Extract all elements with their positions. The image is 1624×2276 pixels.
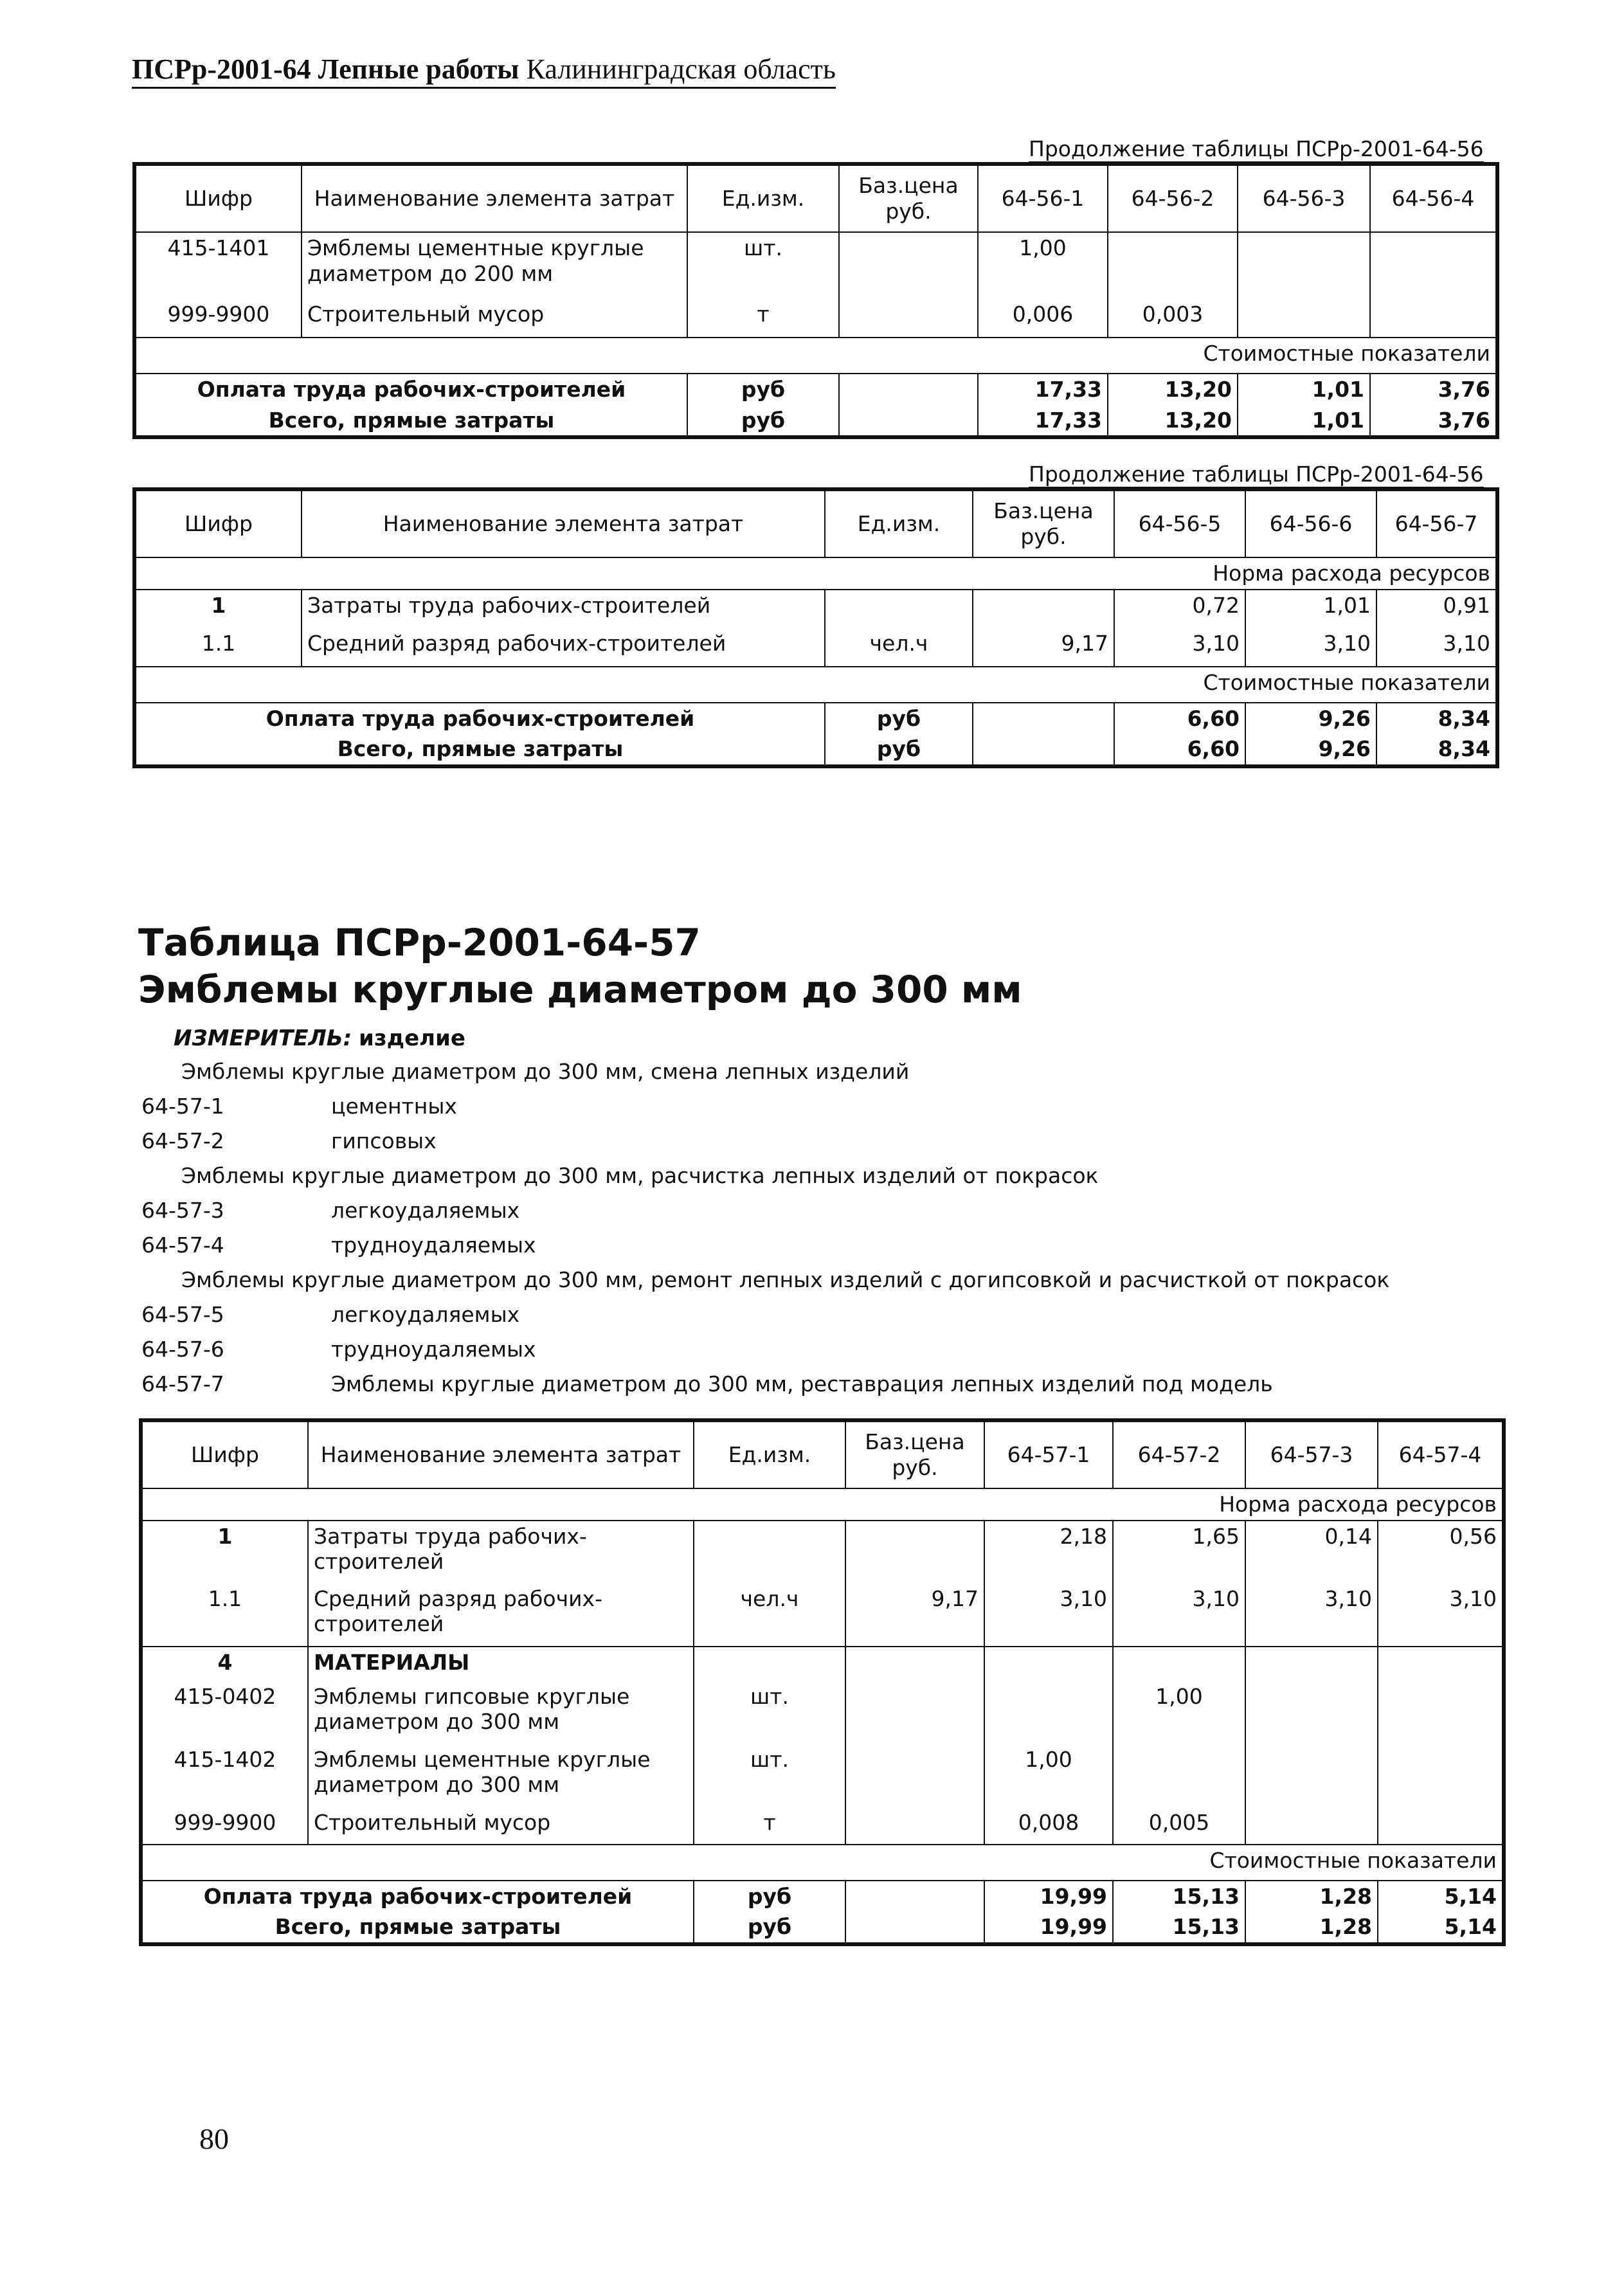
list-code: 64-57-2 bbox=[141, 1128, 224, 1153]
t3-col-name: Наименование элемента затрат bbox=[308, 1422, 694, 1488]
table-cell: 3,10 bbox=[1245, 1584, 1378, 1647]
table-cell: 15,13 bbox=[1113, 1881, 1245, 1912]
table-cell: 415-1402 bbox=[142, 1744, 308, 1807]
table-cell bbox=[1245, 1744, 1378, 1807]
table-cell: 1,28 bbox=[1245, 1911, 1378, 1943]
table-cell bbox=[845, 1881, 984, 1912]
table-cell bbox=[845, 1807, 984, 1845]
table-cell bbox=[973, 590, 1114, 628]
table-cell bbox=[1113, 1647, 1245, 1681]
list-group-text: Эмблемы круглые диаметром до 300 мм, расчистка лепных изделий от покрасок bbox=[181, 1163, 1099, 1188]
table-cell: 1,00 bbox=[978, 232, 1108, 299]
table-cell: 9,26 bbox=[1245, 703, 1376, 734]
list-code: 64-57-6 bbox=[141, 1337, 224, 1362]
t1-section-cost: Стоимостные показатели bbox=[136, 338, 1496, 374]
table-cell: 0,91 bbox=[1376, 590, 1496, 628]
table57-subtitle: Эмблемы круглые диаметром до 300 мм bbox=[138, 968, 1022, 1011]
table-cell: Строительный мусор bbox=[308, 1807, 694, 1845]
table-cell: 0,006 bbox=[978, 299, 1108, 338]
table-cell: 1 bbox=[136, 590, 302, 628]
t1-col-d: 64-56-4 bbox=[1370, 165, 1496, 232]
t3-col-price: Баз.цена руб. bbox=[845, 1422, 984, 1488]
table-cell bbox=[839, 232, 978, 299]
list-desc: легкоудаляемых bbox=[331, 1198, 520, 1223]
list-item bbox=[141, 1367, 1389, 1402]
table-cell: Всего, прямые затраты bbox=[136, 734, 825, 765]
table-cell: 9,17 bbox=[973, 628, 1114, 667]
list-item bbox=[141, 1159, 1389, 1193]
table-cell bbox=[984, 1647, 1113, 1681]
table-cell: Эмблемы гипсовые круглые диаметром до 300 мм bbox=[308, 1681, 694, 1744]
table-cell: 13,20 bbox=[1108, 405, 1238, 437]
list-item bbox=[141, 1054, 1389, 1089]
table-cell bbox=[1108, 232, 1238, 299]
table-cell bbox=[845, 1647, 984, 1681]
table-cell: 3,10 bbox=[1245, 628, 1376, 667]
table-cell: 8,34 bbox=[1376, 703, 1496, 734]
list-item bbox=[141, 1089, 1389, 1124]
table-cell: руб bbox=[825, 703, 973, 734]
table-cell: 1,01 bbox=[1245, 590, 1376, 628]
table-cell: Затраты труда рабочих-строителей bbox=[302, 590, 825, 628]
list-code: 64-57-1 bbox=[141, 1094, 224, 1119]
norm-list bbox=[141, 1054, 1389, 1402]
table-cell: чел.ч bbox=[825, 628, 973, 667]
table-cell: руб bbox=[694, 1881, 845, 1912]
list-item bbox=[141, 1228, 1389, 1263]
t3-section-cost: Стоимостные показатели bbox=[142, 1845, 1502, 1881]
list-item bbox=[141, 1193, 1389, 1228]
table-cell: 1,00 bbox=[1113, 1681, 1245, 1744]
table-cell: 415-1401 bbox=[136, 232, 302, 299]
table-cell: т bbox=[694, 1807, 845, 1845]
table-cell: т bbox=[687, 299, 839, 338]
table-cell: 3,10 bbox=[1113, 1584, 1245, 1647]
list-desc: трудноудаляемых bbox=[331, 1337, 536, 1362]
t1-col-unit: Ед.изм. bbox=[687, 165, 839, 232]
list-desc: легкоудаляемых bbox=[331, 1302, 520, 1327]
table-cell bbox=[1238, 232, 1370, 299]
table-cell bbox=[839, 405, 978, 437]
table-cell: 3,10 bbox=[1114, 628, 1245, 667]
table-cell: 1,01 bbox=[1238, 374, 1370, 405]
t2-section-norm: Норма расхода ресурсов bbox=[136, 557, 1496, 590]
table-cell: Затраты труда рабочих-строителей bbox=[308, 1521, 694, 1584]
t1-col-name: Наименование элемента затрат bbox=[302, 165, 687, 232]
table-cell bbox=[1370, 232, 1496, 299]
list-desc: цементных bbox=[331, 1094, 457, 1119]
list-desc: гипсовых bbox=[331, 1128, 437, 1153]
table-cell: шт. bbox=[694, 1744, 845, 1807]
table-cell: 17,33 bbox=[978, 405, 1108, 437]
table-cell: 2,18 bbox=[984, 1521, 1113, 1584]
table-cell: 1.1 bbox=[142, 1584, 308, 1647]
table2-continuation-label: Продолжение таблицы ПСРр-2001-64-56 bbox=[1029, 462, 1484, 487]
table-cell bbox=[845, 1521, 984, 1584]
table-cell: 415-0402 bbox=[142, 1681, 308, 1744]
list-item bbox=[141, 1263, 1389, 1297]
table-cell bbox=[694, 1521, 845, 1584]
t2-col-price: Баз.цена руб. bbox=[973, 491, 1114, 557]
list-group-text: Эмблемы круглые диаметром до 300 мм, смена лепных изделий bbox=[181, 1059, 910, 1084]
t2-col-c: 64-56-7 bbox=[1376, 491, 1496, 557]
t2-col-name: Наименование элемента затрат bbox=[302, 491, 825, 557]
table-cell: 19,99 bbox=[984, 1911, 1113, 1943]
t1-col-a: 64-56-1 bbox=[978, 165, 1108, 232]
list-desc: Эмблемы круглые диаметром до 300 мм, реставрация лепных изделий под модель bbox=[331, 1371, 1273, 1396]
table2 bbox=[135, 490, 1497, 766]
table-cell: 0,14 bbox=[1245, 1521, 1378, 1584]
table-cell: 9,26 bbox=[1245, 734, 1376, 765]
t2-col-code: Шифр bbox=[136, 491, 302, 557]
table-cell bbox=[1378, 1647, 1502, 1681]
list-desc: трудноудаляемых bbox=[331, 1233, 536, 1258]
table-cell: Всего, прямые затраты bbox=[142, 1911, 694, 1943]
table-cell: 1,01 bbox=[1238, 405, 1370, 437]
table-cell: Эмблемы цементные круглые диаметром до 200 мм bbox=[302, 232, 687, 299]
table-cell: 1,65 bbox=[1113, 1521, 1245, 1584]
table-cell: 15,13 bbox=[1113, 1911, 1245, 1943]
t2-col-unit: Ед.изм. bbox=[825, 491, 973, 557]
table57-title: Таблица ПСРр-2001-64-57 bbox=[138, 921, 701, 964]
table-cell: Строительный мусор bbox=[302, 299, 687, 338]
table-cell bbox=[1113, 1744, 1245, 1807]
t2-col-a: 64-56-5 bbox=[1114, 491, 1245, 557]
list-code: 64-57-5 bbox=[141, 1302, 224, 1327]
list-group-text: Эмблемы круглые диаметром до 300 мм, ремонт лепных изделий с догипсовкой и расчисткой от покрасок bbox=[181, 1267, 1390, 1292]
table-cell bbox=[845, 1681, 984, 1744]
table-cell: 0,005 bbox=[1113, 1807, 1245, 1845]
table-cell bbox=[1378, 1744, 1502, 1807]
table-cell: Оплата труда рабочих-строителей bbox=[136, 374, 687, 405]
list-code: 64-57-4 bbox=[141, 1233, 224, 1258]
table-cell: 13,20 bbox=[1108, 374, 1238, 405]
table-cell: 17,33 bbox=[978, 374, 1108, 405]
table-cell: 3,10 bbox=[984, 1584, 1113, 1647]
table-cell: 999-9900 bbox=[136, 299, 302, 338]
table-cell: 5,14 bbox=[1378, 1881, 1502, 1912]
table-cell: 0,72 bbox=[1114, 590, 1245, 628]
table-cell bbox=[1245, 1681, 1378, 1744]
table-cell: 0,56 bbox=[1378, 1521, 1502, 1584]
table-cell: 3,10 bbox=[1378, 1584, 1502, 1647]
header-title: Лепные работы bbox=[318, 53, 519, 85]
t3-col-unit: Ед.изм. bbox=[694, 1422, 845, 1488]
table-cell: Средний разряд рабочих-строителей bbox=[302, 628, 825, 667]
table-cell bbox=[839, 374, 978, 405]
table-cell bbox=[1245, 1807, 1378, 1845]
table-cell bbox=[1238, 299, 1370, 338]
table-cell: 3,10 bbox=[1376, 628, 1496, 667]
table-cell bbox=[839, 299, 978, 338]
list-item bbox=[141, 1297, 1389, 1332]
table-cell bbox=[984, 1681, 1113, 1744]
t1-col-c: 64-56-3 bbox=[1238, 165, 1370, 232]
table-cell: чел.ч bbox=[694, 1584, 845, 1647]
table-cell: 4 bbox=[142, 1647, 308, 1681]
table-cell bbox=[1378, 1681, 1502, 1744]
table-cell: 0,003 bbox=[1108, 299, 1238, 338]
table-cell: 3,76 bbox=[1370, 374, 1496, 405]
table-cell: 6,60 bbox=[1114, 734, 1245, 765]
table-cell: 8,34 bbox=[1376, 734, 1496, 765]
table-cell: Средний разряд рабочих-строителей bbox=[308, 1584, 694, 1647]
t2-section-cost: Стоимостные показатели bbox=[136, 667, 1496, 703]
table-cell: руб bbox=[825, 734, 973, 765]
header-code: ПСРр-2001-64 bbox=[132, 53, 311, 85]
table-cell: 999-9900 bbox=[142, 1807, 308, 1845]
table-cell: руб bbox=[687, 405, 839, 437]
table-cell: 6,60 bbox=[1114, 703, 1245, 734]
measure-label: ИЗМЕРИТЕЛЬ: bbox=[174, 1025, 352, 1051]
measure-value: изделие bbox=[359, 1025, 465, 1051]
table-cell: шт. bbox=[694, 1681, 845, 1744]
table-cell bbox=[845, 1744, 984, 1807]
table-cell: шт. bbox=[687, 232, 839, 299]
t3-section-norm: Норма расхода ресурсов bbox=[142, 1488, 1502, 1521]
table-cell: 1,28 bbox=[1245, 1881, 1378, 1912]
list-code: 64-57-3 bbox=[141, 1198, 224, 1223]
t1-col-code: Шифр bbox=[136, 165, 302, 232]
running-header bbox=[132, 53, 836, 89]
table-cell bbox=[1378, 1807, 1502, 1845]
table-cell: МАТЕРИАЛЫ bbox=[308, 1647, 694, 1681]
page-number: 80 bbox=[199, 2122, 229, 2155]
table-cell bbox=[845, 1911, 984, 1943]
t3-col-b: 64-57-2 bbox=[1113, 1422, 1245, 1488]
t2-col-b: 64-56-6 bbox=[1245, 491, 1376, 557]
table-cell bbox=[1370, 299, 1496, 338]
table-cell: 1 bbox=[142, 1521, 308, 1584]
table-cell: руб bbox=[687, 374, 839, 405]
t1-col-b: 64-56-2 bbox=[1108, 165, 1238, 232]
table-cell: руб bbox=[694, 1911, 845, 1943]
table-cell bbox=[825, 590, 973, 628]
table-cell: 19,99 bbox=[984, 1881, 1113, 1912]
t1-col-price: Баз.цена руб. bbox=[839, 165, 978, 232]
list-item bbox=[141, 1124, 1389, 1159]
table-cell: Всего, прямые затраты bbox=[136, 405, 687, 437]
table1 bbox=[135, 165, 1497, 437]
list-code: 64-57-7 bbox=[141, 1371, 224, 1396]
table-cell: 1,00 bbox=[984, 1744, 1113, 1807]
table-cell: 0,008 bbox=[984, 1807, 1113, 1845]
table-cell: 3,76 bbox=[1370, 405, 1496, 437]
t3-col-c: 64-57-3 bbox=[1245, 1422, 1378, 1488]
t3-col-code: Шифр bbox=[142, 1422, 308, 1488]
table3 bbox=[141, 1421, 1503, 1944]
table-cell: 5,14 bbox=[1378, 1911, 1502, 1943]
table-cell bbox=[973, 703, 1114, 734]
table-cell: Оплата труда рабочих-строителей bbox=[136, 703, 825, 734]
table1-continuation-label: Продолжение таблицы ПСРр-2001-64-56 bbox=[1029, 136, 1484, 161]
table-cell: 9,17 bbox=[845, 1584, 984, 1647]
table-cell bbox=[694, 1647, 845, 1681]
header-region: Калининградская область bbox=[526, 53, 836, 85]
table-cell: Эмблемы цементные круглые диаметром до 300 мм bbox=[308, 1744, 694, 1807]
table-cell bbox=[973, 734, 1114, 765]
table-cell: Оплата труда рабочих-строителей bbox=[142, 1881, 694, 1912]
t3-col-a: 64-57-1 bbox=[984, 1422, 1113, 1488]
list-item bbox=[141, 1332, 1389, 1367]
table-cell: 1.1 bbox=[136, 628, 302, 667]
t3-col-d: 64-57-4 bbox=[1378, 1422, 1502, 1488]
measure-line bbox=[174, 1025, 465, 1051]
table-cell bbox=[1245, 1647, 1378, 1681]
